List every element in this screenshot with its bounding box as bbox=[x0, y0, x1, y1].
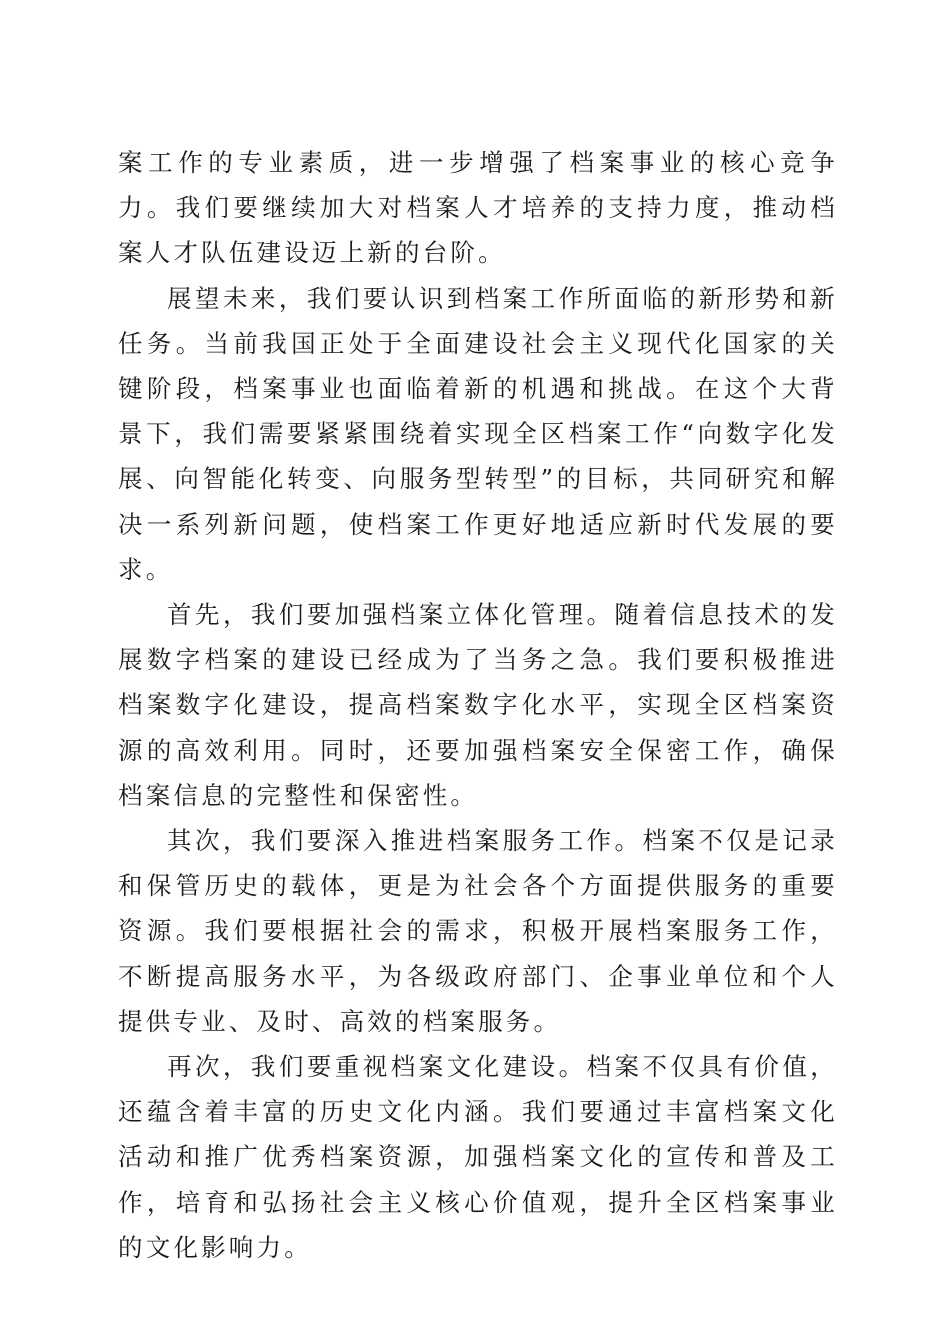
paragraph-second-point: 其次，我们要深入推进档案服务工作。档案不仅是记录和保管历史的载体，更是为社会各个方面提供服务的重要资源。我们要根据社会的需求，积极开展档案服务工作，不断提高服务水平，为各级政府部门、企事业单位和个人提供专业、及时、高效的档案服务。 bbox=[118, 826, 838, 1036]
paragraph-first-point: 首先，我们要加强档案立体化管理。随着信息技术的发展数字档案的建设已经成为了当务之急。我们要积极推进档案数字化建设，提高档案数字化水平，实现全区档案资源的高效利用。同时，还要加强档案安全保密工作，确保档案信息的完整性和保密性。 bbox=[118, 600, 838, 810]
document-body bbox=[118, 140, 838, 1270]
paragraph-outlook: 展望未来，我们要认识到档案工作所面临的新形势和新任务。当前我国正处于全面建设社会主义现代化国家的关键阶段，档案事业也面临着新的机遇和挑战。在这个大背景下，我们需要紧紧围绕着实现全区档案工作“向数字化发展、向智能化转变、向服务型转型”的目标，共同研究和解决一系列新问题，使档案工作更好地适应新时代发展的要求。 bbox=[118, 283, 838, 584]
paragraph-third-point: 再次，我们要重视档案文化建设。档案不仅具有价值，还蕴含着丰富的历史文化内涵。我们要通过丰富档案文化活动和推广优秀档案资源，加强档案文化的宣传和普及工作，培育和弘扬社会主义核心价值观，提升全区档案事业的文化影响力。 bbox=[118, 1052, 838, 1262]
paragraph-continuation: 案工作的专业素质，进一步增强了档案事业的核心竞争力。我们要继续加大对档案人才培养的支持力度，推动档案人才队伍建设迈上新的台阶。 bbox=[118, 148, 838, 268]
